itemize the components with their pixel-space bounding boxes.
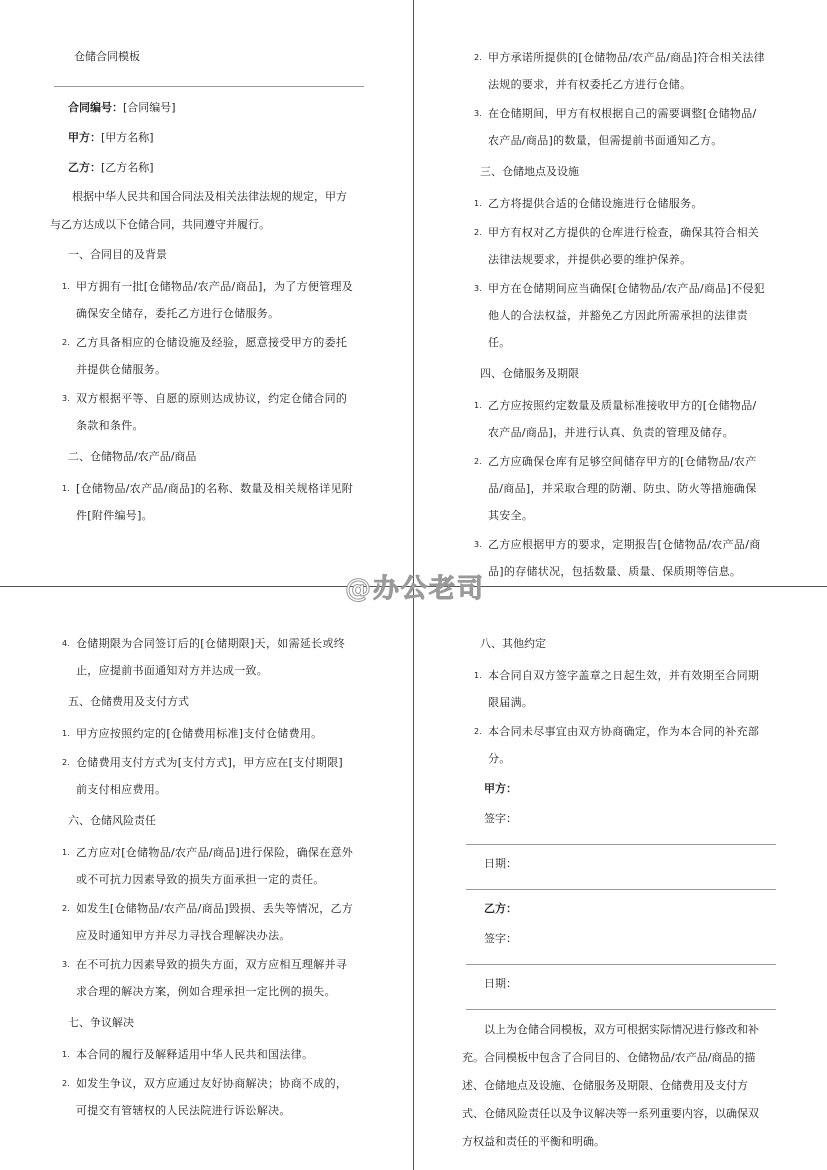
list-item: 3. 甲方在仓储期间应当确保[仓储物品/农产品/商品]不侵犯他人的合法权益，并豁免乙方因此所需承担的法律责任。 [474,282,766,349]
list-item: 2. 如发生[仓储物品/农产品/商品]毁损、丢失等情况，乙方应及时通知甲方并尽力寻找合理解决办法。 [62,902,354,942]
party-a-field: 甲方：[甲方名称] [68,131,154,144]
party-b-date-field: 日期： [484,977,517,990]
list-item: 4. 仓储期限为合同签订后的[仓储期限]天，如需延长或终止，应提前书面通知对方并达成一致。 [62,637,346,677]
title-rule [54,86,364,87]
watermark-logo: @办公老司 [344,573,485,604]
section-heading: 八、其他约定 [480,637,546,650]
date-line [466,889,776,890]
contract-number-field: 合同编号：[合同编号] [68,101,176,114]
list-item: 2. 甲方承诺所提供的[仓储物品/农产品/商品]符合相关法律法规的要求，并有权委托乙方进行仓储。 [474,51,766,91]
section-heading: 七、争议解决 [68,1016,134,1029]
page-3 [54,628,354,1126]
party-b-signature-label: 乙方： [484,902,517,915]
section-heading: 六、仓储风险责任 [68,814,156,827]
section-heading: 四、仓储服务及期限 [480,367,579,380]
list-item: 2. 乙方具备相应的仓储设施及经验，愿意接受甲方的委托并提供仓储服务。 [62,336,348,376]
list-item: 3. 双方根据平等、自愿的原则达成协议，约定仓储合同的条款和条件。 [62,392,348,432]
list-item: 2. 本合同未尽事宜由双方协商确定，作为本合同的补充部分。 [474,725,760,765]
list-item: 2. 乙方应确保仓库有足够空间储存甲方的[仓储物品/农产品/商品]，并采取合理的防潮、防虫、防火等措施确保其安全。 [474,455,757,522]
signature-line [466,844,776,845]
page-4 [462,628,766,1156]
party-a-date-field: 日期： [484,857,517,870]
signature-line [466,964,776,965]
party-b-field: 乙方：[乙方名称] [68,161,154,174]
list-item: 2. 仓储费用支付方式为[支付方式]，甲方应在[支付期限]前支付相应费用。 [62,756,343,796]
list-item: 1. 甲方拥有一批[仓储物品/农产品/商品]，为了方便管理及确保安全储存，委托乙方进行仓储服务。 [62,280,354,320]
section-heading: 二、仓储物品/农产品/商品 [68,450,197,463]
list-item: 1. 乙方应按照约定数量及质量标准接收甲方的[仓储物品/农产品/商品]，并进行认真、负责的管理及储存。 [474,399,757,439]
party-a-sign-field: 签字： [484,812,517,825]
list-item: 1. 乙方将提供合适的仓储设施进行仓储服务。 [474,197,703,210]
list-item: 1. 本合同的履行及解释适用中华人民共和国法律。 [62,1048,314,1061]
document-title: 仓储合同模板 [74,50,140,63]
list-item: 1. 乙方应对[仓储物品/农产品/商品]进行保险，确保在意外或不可抗力因素导致的损失方面承担一定的责任。 [62,846,354,886]
page-2 [466,42,766,587]
summary-paragraph: 以上为仓储合同模板，双方可根据实际情况进行修改和补充。合同模板中包含了合同目的、仓储物品/农产品/商品的描述、仓储地点及设施、仓储服务及期限、仓储费用及支付方式、仓储风险责任以及争议解决等一系列重要内容，以确保双方权益和责任的平衡和明确。 [462,1023,759,1148]
list-item: 3. 乙方应根据甲方的要求，定期报告[仓储物品/农产品/商品]的存储状况，包括数量、质量、保质期等信息。 [474,538,761,578]
date-line [466,1009,776,1010]
list-item: 3. 在仓储期间，甲方有权根据自己的需要调整[仓储物品/农产品/商品]的数量，但需提前书面通知乙方。 [474,107,757,147]
section-heading: 三、仓储地点及设施 [480,165,579,178]
list-item: 2. 如发生争议，双方应通过友好协商解决；协商不成的，可提交有管辖权的人民法院进行诉讼解决。 [62,1077,348,1117]
list-item: 1. [仓储物品/农产品/商品]的名称、数量及相关规格详见附件[附件编号]。 [62,482,354,522]
party-a-signature-label: 甲方： [484,782,517,795]
party-b-sign-field: 签字： [484,932,517,945]
list-item: 1. 本合同自双方签字盖章之日起生效，并有效期至合同期限届满。 [474,669,760,709]
list-item: 1. 甲方应按照约定的[仓储费用标准]支付仓储费用。 [62,727,323,740]
intro-paragraph: 根据中华人民共和国合同法及相关法律法规的规定，甲方与乙方达成以下仓储合同，共同遵守并履行。 [50,190,347,231]
section-heading: 五、仓储费用及支付方式 [68,695,189,708]
list-item: 3. 在不可抗力因素导致的损失方面，双方应相互理解并寻求合理的解决方案，例如合理承担一定比例的损失。 [62,958,348,998]
list-item: 2. 甲方有权对乙方提供的仓库进行检查，确保其符合相关法律法规要求，并提供必要的维护保养。 [474,226,760,266]
section-heading: 一、合同目的及背景 [68,248,167,261]
page-1 [50,42,354,531]
